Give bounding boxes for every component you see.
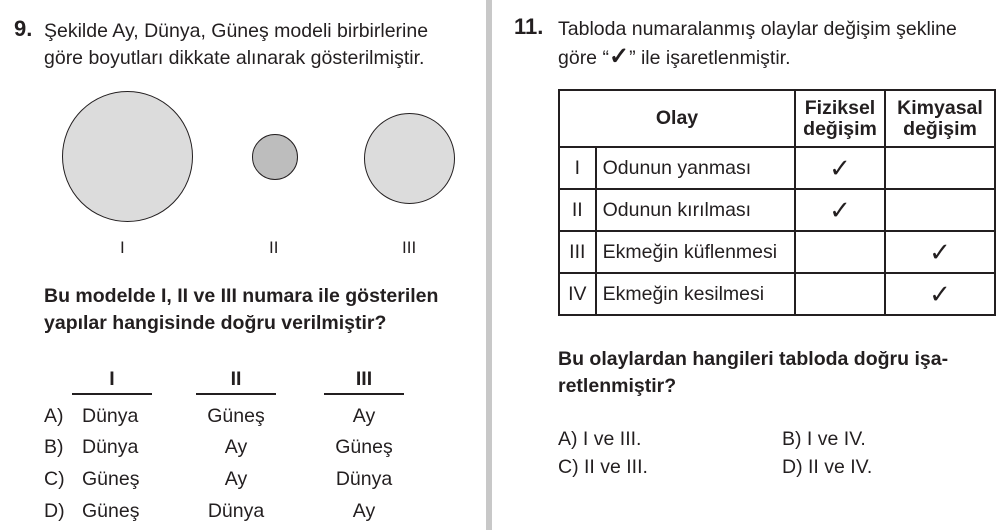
- option-letter: B): [44, 436, 64, 458]
- table-row: [559, 189, 995, 231]
- circle-label-i: I: [120, 238, 125, 257]
- option-letter: B): [782, 428, 802, 450]
- option-value-i: Dünya: [82, 405, 139, 427]
- row-event: Odunun kırılması: [596, 189, 795, 231]
- chemical-check-icon: [885, 189, 995, 231]
- physical-check-icon: ✓: [795, 189, 885, 231]
- option-text: II ve III.: [584, 456, 648, 478]
- column-underline-iii: [324, 393, 404, 395]
- option-value-i: Dünya: [82, 436, 139, 458]
- chemical-check-icon: ✓: [885, 231, 995, 273]
- answer-option-a[interactable]: [558, 428, 641, 451]
- table-header-row: [559, 90, 995, 147]
- header-chemical-line-2: değişim: [903, 117, 977, 140]
- circle-ii: [252, 134, 298, 180]
- events-table: [558, 89, 996, 316]
- column-underline-ii: [196, 393, 276, 395]
- option-value-ii: Ay: [224, 436, 248, 458]
- table-row: [559, 147, 995, 189]
- option-value-ii: Dünya: [207, 500, 265, 522]
- circle-i: [62, 91, 193, 222]
- option-value-iii: Dünya: [335, 468, 393, 490]
- option-letter: D): [782, 456, 803, 478]
- option-letter: A): [44, 405, 64, 427]
- row-number: IV: [559, 273, 596, 315]
- question-9-prompt-line-1: Bu modelde I, II ve III numara ile gösterilen: [44, 285, 439, 307]
- option-text: I ve IV.: [806, 428, 866, 450]
- column-header-ii: II: [230, 368, 242, 390]
- circle-iii: [364, 113, 455, 204]
- table-row: [559, 273, 995, 315]
- header-physical-line-2: değişim: [803, 117, 877, 140]
- question-11-number: 11.: [514, 14, 544, 39]
- question-9-stem-line-2: göre boyutları dikkate alınarak gösterilmiştir.: [44, 47, 425, 69]
- column-underline-i: [72, 393, 152, 395]
- option-letter: A): [558, 428, 578, 450]
- option-value-iii: Güneş: [335, 436, 393, 458]
- table-row: [559, 231, 995, 273]
- answer-option-c[interactable]: [558, 456, 648, 479]
- option-value-ii: Ay: [224, 468, 248, 490]
- header-event: Olay: [559, 90, 795, 147]
- chemical-check-icon: ✓: [885, 273, 995, 315]
- physical-check-icon: ✓: [795, 147, 885, 189]
- stem-text-after: ” ile işaretlenmiştir.: [629, 47, 791, 69]
- row-number: II: [559, 189, 596, 231]
- answer-option-b[interactable]: [782, 428, 866, 451]
- question-11-prompt-line-1: Bu olaylardan hangileri tabloda doğru işa-: [558, 348, 949, 370]
- physical-check-icon: [795, 231, 885, 273]
- row-event: Odunun yanması: [596, 147, 795, 189]
- question-9-stem-line-1: Şekilde Ay, Dünya, Güneş modeli birbirlerine: [44, 20, 429, 42]
- header-physical-line-1: Fiziksel: [804, 96, 876, 119]
- question-11-prompt-line-2: retlenmiştir?: [558, 375, 677, 397]
- question-9-number: 9.: [14, 16, 33, 41]
- question-11-stem-line-2: [558, 43, 791, 72]
- chemical-check-icon: [885, 147, 995, 189]
- physical-check-icon: [795, 273, 885, 315]
- row-number: I: [559, 147, 596, 189]
- circle-label-iii: III: [402, 238, 417, 257]
- column-divider: [486, 0, 492, 530]
- option-letter: C): [558, 456, 579, 478]
- option-value-ii: Güneş: [207, 405, 265, 427]
- option-text: II ve IV.: [808, 456, 873, 478]
- circle-label-ii: II: [269, 238, 279, 257]
- row-event: Ekmeğin kesilmesi: [596, 273, 795, 315]
- option-value-i: Güneş: [82, 468, 140, 490]
- option-value-i: Güneş: [82, 500, 140, 522]
- option-letter: C): [44, 468, 65, 490]
- stem-text-before: göre “: [558, 47, 609, 69]
- column-header-iii: III: [355, 368, 373, 390]
- row-number: III: [559, 231, 596, 273]
- header-chemical: [885, 90, 995, 147]
- option-letter: D): [44, 500, 65, 522]
- header-chemical-line-1: Kimyasal: [897, 96, 983, 119]
- option-value-iii: Ay: [352, 500, 376, 522]
- column-header-i: I: [109, 368, 115, 390]
- answer-option-d[interactable]: [782, 456, 872, 479]
- option-value-iii: Ay: [352, 405, 376, 427]
- option-text: I ve III.: [582, 428, 642, 450]
- header-physical: [795, 90, 885, 147]
- check-mark-icon: ✓: [608, 43, 630, 70]
- row-event: Ekmeğin küflenmesi: [596, 231, 795, 273]
- question-9-prompt-line-2: yapılar hangisinde doğru verilmiştir?: [44, 312, 387, 334]
- question-11-stem-line-1: Tabloda numaralanmış olaylar değişim şekline: [558, 18, 957, 40]
